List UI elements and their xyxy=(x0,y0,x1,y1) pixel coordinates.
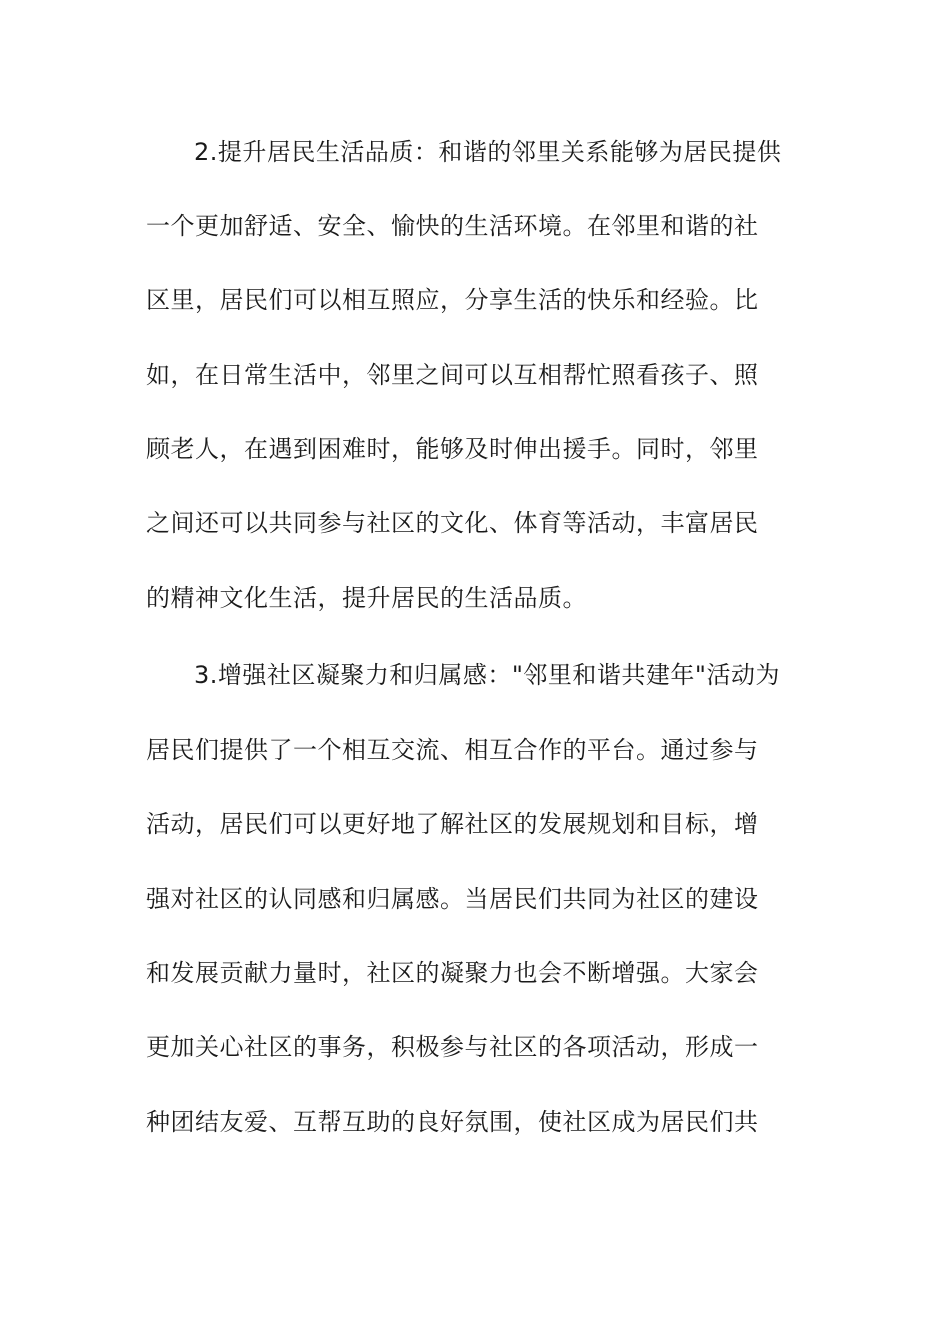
paragraph-line: 顾老人，在遇到困难时，能够及时伸出援手。同时，邻里 xyxy=(146,435,759,463)
paragraph-line: 3.增强社区凝聚力和归属感："邻里和谐共建年"活动为 xyxy=(194,661,780,689)
paragraph-line: 和发展贡献力量时，社区的凝聚力也会不断增强。大家会 xyxy=(146,959,759,987)
paragraph-line: 之间还可以共同参与社区的文化、体育等活动，丰富居民 xyxy=(146,509,759,537)
paragraph-line: 如，在日常生活中，邻里之间可以互相帮忙照看孩子、照 xyxy=(146,361,759,389)
paragraph-line: 居民们提供了一个相互交流、相互合作的平台。通过参与 xyxy=(146,736,759,764)
paragraph-line: 更加关心社区的事务，积极参与社区的各项活动，形成一 xyxy=(146,1033,759,1061)
paragraph-line: 一个更加舒适、安全、愉快的生活环境。在邻里和谐的社 xyxy=(146,212,759,240)
paragraph-line: 强对社区的认同感和归属感。当居民们共同为社区的建设 xyxy=(146,885,759,913)
paragraph-line: 的精神文化生活，提升居民的生活品质。 xyxy=(146,584,587,612)
paragraph-line: 区里，居民们可以相互照应，分享生活的快乐和经验。比 xyxy=(146,286,759,314)
paragraph-line: 种团结友爱、互帮互助的良好氛围，使社区成为居民们共 xyxy=(146,1108,759,1136)
paragraph-line: 2.提升居民生活品质：和谐的邻里关系能够为居民提供 xyxy=(194,138,782,166)
paragraph-line: 活动，居民们可以更好地了解社区的发展规划和目标，增 xyxy=(146,810,759,838)
